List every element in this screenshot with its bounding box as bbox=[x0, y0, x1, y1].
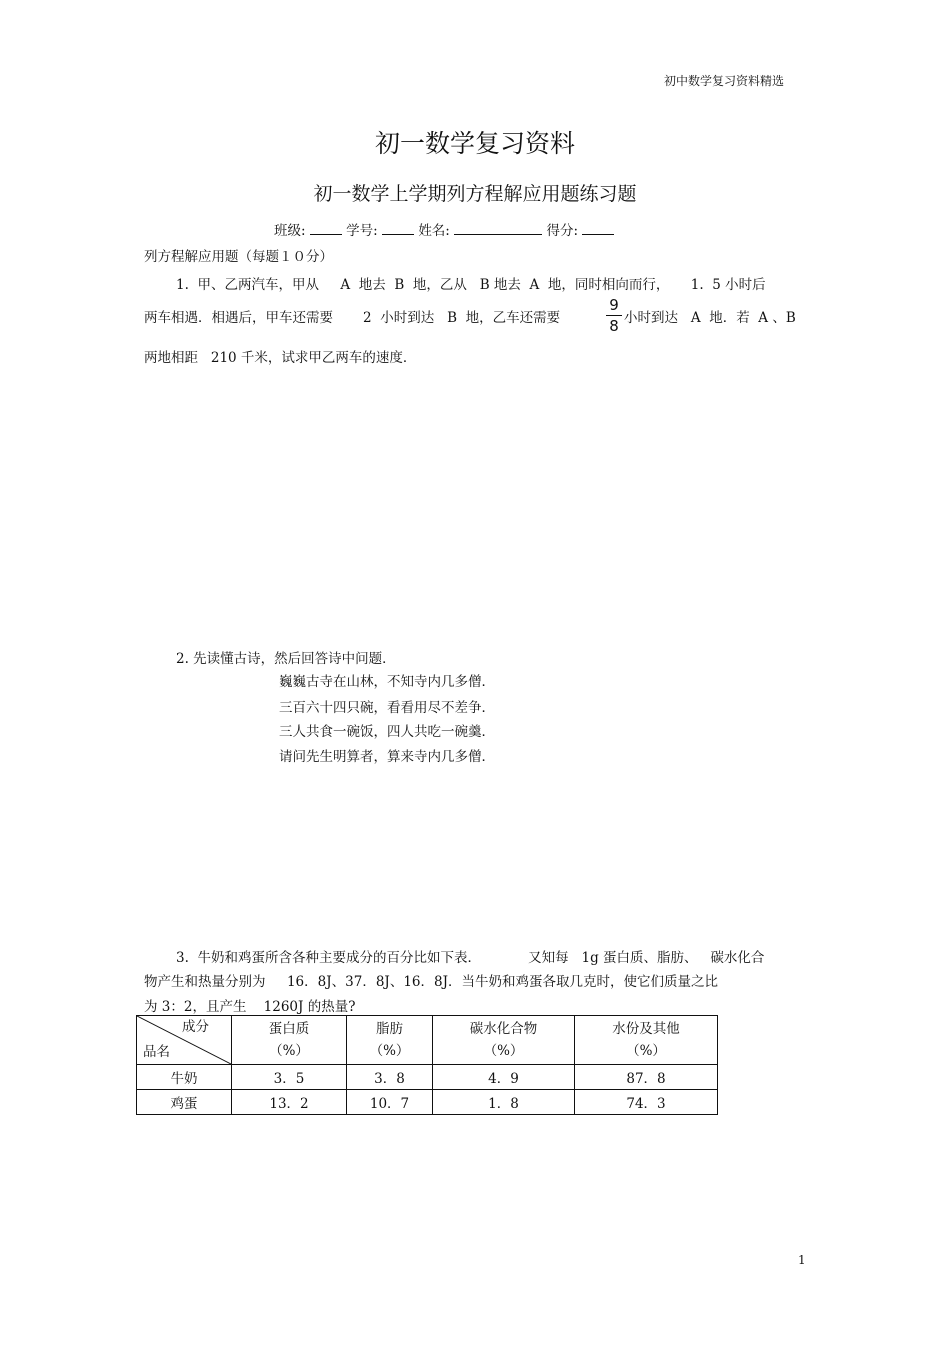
fraction-bar bbox=[606, 315, 622, 316]
table-corner-cell bbox=[137, 1016, 232, 1065]
section-heading: 列方程解应用题（每题１０分） bbox=[144, 249, 333, 265]
table-header-row bbox=[137, 1016, 718, 1065]
poem-line: 请问先生明算者，算来寺内几多僧． bbox=[279, 749, 495, 765]
poem-line: 三百六十四只碗，看看用尽不差争． bbox=[279, 700, 495, 716]
q3-line-2: 物产生和热量分别为 16．8J、37．8J、16．8J．当牛奶和鸡蛋各取几克时，使它们质量之比 bbox=[144, 974, 718, 990]
page-number: 1 bbox=[798, 1253, 806, 1267]
name-label: 姓名: bbox=[418, 223, 450, 239]
q1-line-1: 1. 甲、乙两汽车，甲从 A 地去 B 地，乙从 B 地去 A 地，同时相向而行， 1. 5 小时后 bbox=[176, 277, 766, 293]
fraction-denominator: 8 bbox=[609, 317, 619, 335]
student-no-label: 学号: bbox=[346, 223, 378, 239]
corner-top-label: 成分 bbox=[182, 1019, 209, 1035]
table-column-header bbox=[232, 1016, 347, 1065]
poem-line: 三人共食一碗饭，四人共吃一碗羹． bbox=[279, 724, 495, 740]
student-no-blank bbox=[382, 220, 414, 235]
column-unit: （%） bbox=[269, 1043, 309, 1059]
table-cell: 3．5 bbox=[232, 1065, 347, 1090]
page-title: 初一数学复习资料 bbox=[374, 129, 575, 158]
column-unit: （%） bbox=[483, 1043, 524, 1059]
corner-bottom-label: 品名 bbox=[143, 1044, 170, 1060]
table-column-header bbox=[575, 1016, 718, 1065]
table-column-header bbox=[347, 1016, 433, 1065]
fraction-9-8 bbox=[606, 296, 622, 335]
row-name: 牛奶 bbox=[137, 1065, 232, 1090]
table-row bbox=[137, 1065, 718, 1090]
table-cell: 87．8 bbox=[575, 1065, 718, 1090]
column-unit: （%） bbox=[626, 1043, 666, 1059]
score-label: 得分: bbox=[546, 223, 579, 239]
row-name: 鸡蛋 bbox=[137, 1090, 232, 1115]
table-row bbox=[137, 1090, 718, 1115]
table-cell: 10．7 bbox=[347, 1090, 433, 1115]
table-cell: 74．3 bbox=[575, 1090, 718, 1115]
table-column-header bbox=[433, 1016, 575, 1065]
column-name: 碳水化合物 bbox=[469, 1021, 538, 1037]
score-blank bbox=[582, 220, 614, 235]
q1-line-2b: 小时到达 A 地．若 A 、B bbox=[624, 310, 796, 326]
fraction-numerator: 9 bbox=[609, 296, 619, 314]
student-info-line bbox=[274, 219, 614, 239]
q1-line-2a: 两车相遇．相遇后，甲车还需要 2 小时到达 B 地，乙车还需要 bbox=[144, 310, 561, 326]
class-label: 班级: bbox=[274, 223, 306, 239]
header-note: 初中数学复习资料精选 bbox=[664, 74, 785, 88]
q3-line-3: 为 3：2，且产生 1260J 的热量? bbox=[144, 999, 356, 1015]
q3-line-1: 3. 牛奶和鸡蛋所含各种主要成分的百分比如下表． 又知每 1g 蛋白质、脂肪、 碳水化合 bbox=[176, 950, 765, 966]
column-name: 脂肪 bbox=[376, 1021, 403, 1037]
column-name: 水份及其他 bbox=[612, 1021, 680, 1037]
class-blank bbox=[310, 220, 342, 235]
q1-line-3: 两地相距 210 千米，试求甲乙两车的速度． bbox=[144, 350, 417, 366]
q2-intro: 2. 先读懂古诗，然后回答诗中问题． bbox=[176, 651, 396, 667]
poem-line: 巍巍古寺在山林，不知寺内几多僧． bbox=[279, 674, 495, 690]
name-blank bbox=[454, 220, 542, 235]
table-cell: 13．2 bbox=[232, 1090, 347, 1115]
column-unit: （%） bbox=[369, 1043, 410, 1059]
nutrition-table bbox=[136, 1015, 718, 1115]
table-cell: 4．9 bbox=[433, 1065, 575, 1090]
column-name: 蛋白质 bbox=[268, 1021, 310, 1037]
table-cell: 3．8 bbox=[347, 1065, 433, 1090]
page-subtitle: 初一数学上学期列方程解应用题练习题 bbox=[313, 183, 637, 205]
table-cell: 1．8 bbox=[433, 1090, 575, 1115]
